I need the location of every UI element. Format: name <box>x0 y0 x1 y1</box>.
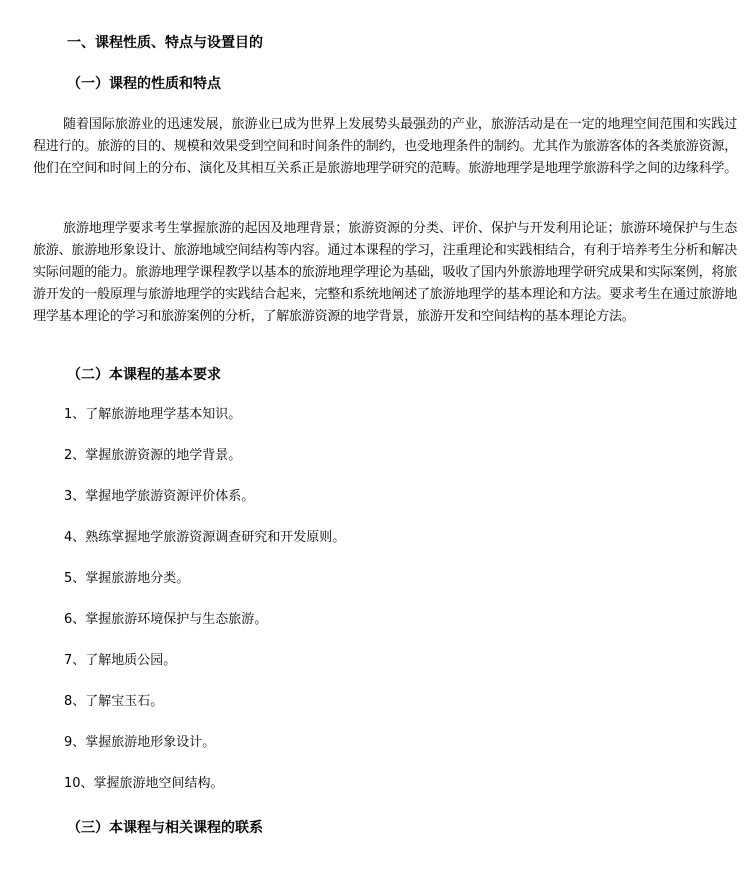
list-item: 10、掌握旅游地空间结构。 <box>64 776 224 791</box>
section-1-heading: 一、课程性质、特点与设置目的 <box>67 35 263 51</box>
list-item: 5、掌握旅游地分类。 <box>64 571 190 586</box>
subsection-3-heading: （三）本课程与相关课程的联系 <box>67 820 263 836</box>
list-item: 2、掌握旅游资源的地学背景。 <box>64 448 242 463</box>
list-item: 6、掌握旅游环境保护与生态旅游。 <box>64 612 268 627</box>
paragraph-nature: 随着国际旅游业的迅速发展，旅游业已成为世界上发展势头最强劲的产业，旅游活动是在一定的地理空间范围和实践过程进行的。旅游的目的、规模和效果受到空间和时间条件的制约，也受地理条件的制约。尤其作为旅游客体的各类旅游资源，他们在空间和时间上的分布、演化及其相互关系正是旅游地理学研究的范畴。旅游地理学是地理学旅游科学之间的边缘科学。 <box>33 117 738 176</box>
list-item: 3、掌握地学旅游资源评价体系。 <box>64 489 255 504</box>
paragraph-requirements-overview: 旅游地理学要求考生掌握旅游的起因及地理背景；旅游资源的分类、评价、保护与开发利用论证；旅游环境保护与生态旅游、旅游地形象设计、旅游地域空间结构等内容。通过本课程的学习，注重理论和实践相结合，有利于培养考生分析和解决实际问题的能力。旅游地理学课程教学以基本的旅游地理学理论为基础，吸收了国内外旅游地理学研究成果和实际案例，将旅游开发的一般原理与旅游地理学的实践结合起来，完整和系统地阐述了旅游地理学的基本理论和方法。要求考生在通过旅游地理学基本理论的学习和旅游案例的分析，了解旅游资源的地学背景，旅游开发和空间结构的基本理论方法。 <box>33 221 738 324</box>
list-item: 7、了解地质公园。 <box>64 653 177 668</box>
requirements-list <box>64 404 345 814</box>
subsection-1-heading: （一）课程的性质和特点 <box>67 76 221 92</box>
list-item: 1、了解旅游地理学基本知识。 <box>64 407 242 422</box>
list-item: 8、了解宝玉石。 <box>64 694 164 709</box>
subsection-2-heading: （二）本课程的基本要求 <box>67 367 221 383</box>
list-item: 9、掌握旅游地形象设计。 <box>64 735 216 750</box>
list-item: 4、熟练掌握地学旅游资源调查研究和开发原则。 <box>64 530 346 545</box>
